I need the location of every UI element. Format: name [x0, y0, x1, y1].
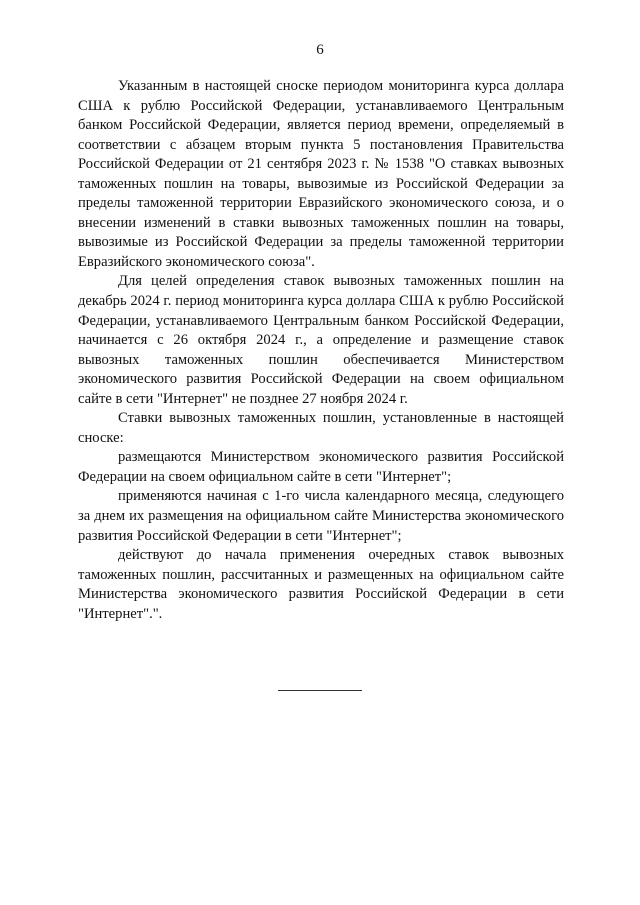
paragraph-december-2024: Для целей определения ставок вывозных таможенных пошлин на декабрь 2024 г. период мониторинга курса доллара США к рублю Российской Федерации, устанавливаемого Центральным банком Российской Федерации, начинается с 26 октября 2024 г., а определение и размещение ставок вывозных таможенных пошлин обеспечивается Министерством экономического развития Российской Федерации на своем официальном сайте в сети "Интернет" не позднее 27 ноября 2024 г. [78, 273, 564, 407]
list-item-published: размещаются Министерством экономического развития Российской Федерации на своем официальном сайте в сети "Интернет"; [78, 449, 564, 485]
paragraph-rates-intro: Ставки вывозных таможенных пошлин, установленные в настоящей сноске: [78, 410, 564, 446]
paragraph-monitoring-period: Указанным в настоящей сноске периодом мониторинга курса доллара США к рублю Российской Федерации, устанавливаемого Центральным банком Российской Федерации, является период времени, определяемый в соответствии с абзацем вторым пункта 5 постановления Правительства Российской Федерации от 21 сентября 2023 г. № 1538 "О ставках вывозных таможенных пошлин на товары, вывозимые из Российской Федерации за пределы таможенной территории Евразийского экономического союза, и о внесении изменений в ставки вывозных таможенных пошлин на товары, вывозимые из Российской Федерации за пределы таможенной территории Евразийского экономического союза". [78, 78, 564, 270]
page-number: 6 [316, 42, 324, 58]
document-end-rule [278, 690, 362, 691]
list-item-applied: применяются начиная с 1-го числа календарного месяца, следующего за днем их размещения на официальном сайте Министерства экономического развития Российской Федерации в сети "Интернет"; [78, 488, 564, 544]
document-body [78, 77, 564, 624]
list-item-valid-until: действуют до начала применения очередных ставок вывозных таможенных пошлин, рассчитанных и размещенных на официальном сайте Министерства экономического развития Российской Федерации в сети "Интернет".". [78, 547, 564, 622]
